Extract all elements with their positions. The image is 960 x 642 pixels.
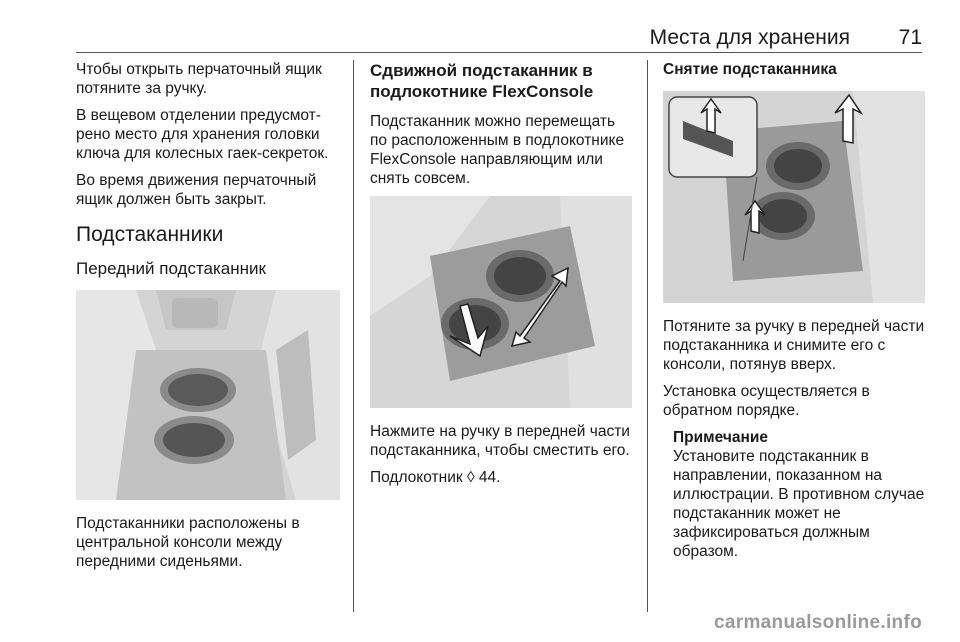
column-1 [76, 60, 342, 579]
column-divider-1 [353, 60, 354, 612]
front-cupholder-illustration [76, 290, 340, 500]
watermark: carmanualsonline.info [714, 612, 922, 633]
column-divider-2 [647, 60, 648, 612]
paragraph: Чтобы открыть перчаточный ящик потяните за ручку. [76, 61, 322, 97]
sliding-cupholder-illustration [370, 196, 632, 408]
section-heading: Сдвижной подстаканник в подлокотнике FlexConsole [370, 61, 594, 101]
section-heading: Снятие подстаканника [663, 61, 837, 78]
cupholder-removal-illustration [663, 91, 925, 303]
paragraph: Нажмите на ручку в передней части подстаканника, чтобы сместить его. [370, 423, 630, 459]
sub-heading: Передний подстаканник [76, 259, 266, 278]
paragraph: Установка осуществляется в обратном порядке. [663, 383, 870, 419]
paragraph: В вещевом отделении предусмотрено место для хранения головки ключа для колесных гаек-секреток. [76, 107, 329, 162]
page-number: 71 [898, 26, 922, 49]
paragraph: Подстаканник можно перемещать по расположенным в подлокотнике FlexConsole направляющим или снять совсем. [370, 113, 625, 187]
cross-reference: Подлокотник ◊ 44. [370, 469, 501, 486]
section-heading: Подстаканники [76, 223, 224, 246]
page-title: Места для хранения [649, 26, 850, 49]
paragraph: Потяните за ручку в передней части подстаканника и снимите его с консоли, потянув вверх. [663, 318, 925, 373]
note-box [673, 428, 925, 561]
note-heading: Примечание [673, 429, 768, 446]
paragraph: Во время движения перчаточный ящик должен быть закрыт. [76, 172, 317, 208]
header-rule [76, 52, 922, 53]
figure-caption: Подстаканники расположены в центральной консоли между передними сиденьями. [76, 515, 300, 570]
page-header [76, 26, 922, 52]
column-3 [663, 60, 925, 561]
column-2 [370, 60, 636, 495]
note-text: Установите подстаканник в направлении, показанном на иллюстрации. В противном случае подстаканник может не зафиксироваться должным образом. [673, 448, 925, 560]
